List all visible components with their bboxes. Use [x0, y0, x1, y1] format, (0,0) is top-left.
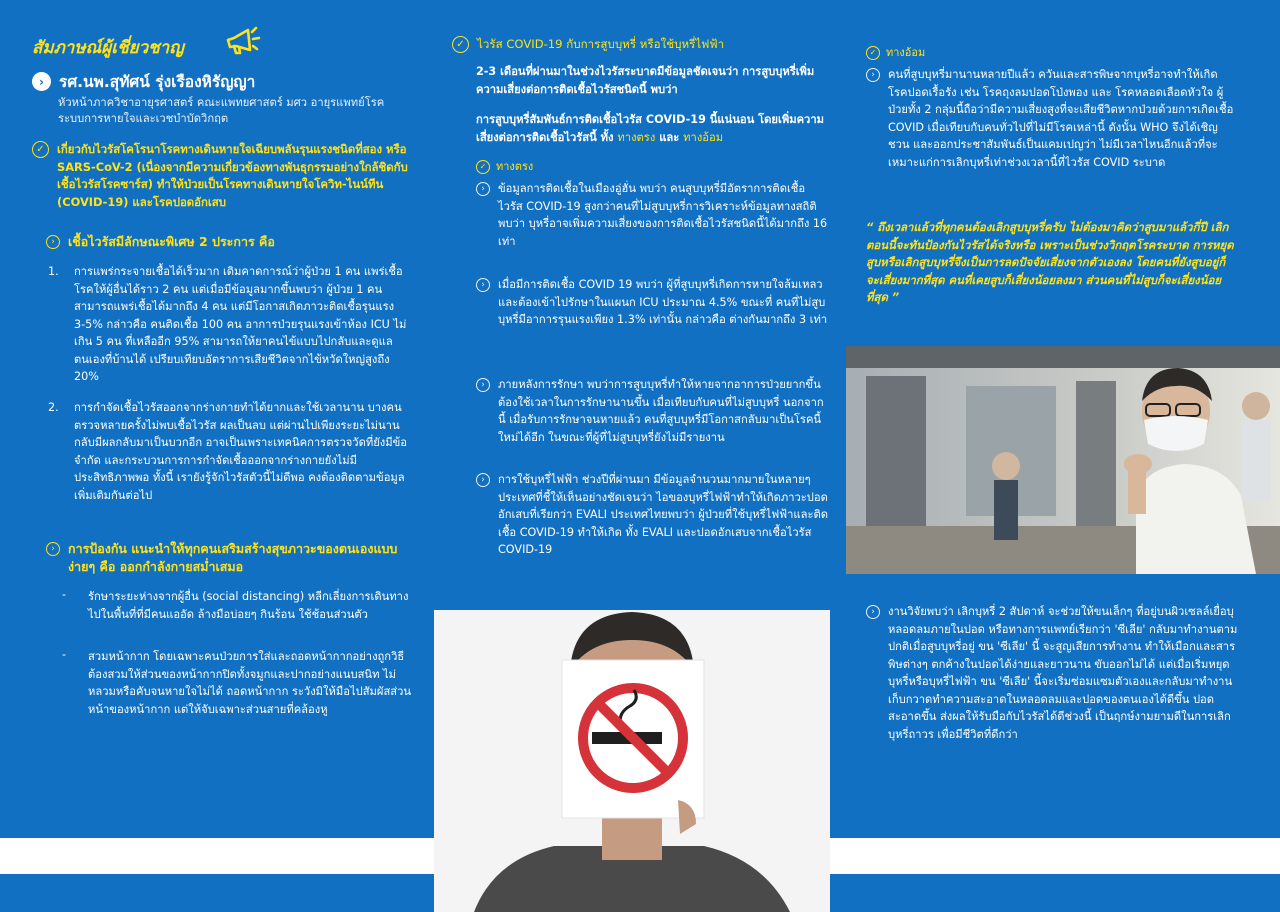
feature-number: 2.	[48, 401, 59, 414]
indirect-text: คนที่สูบบุหรี่มานานหลายปีแล้ว ควันและสารพิษจากบุหรี่อาจทำให้เกิดโรคปอดเรื้อรัง เช่น โรคถุงลมปอดโป่งพอง และ โรคหลอดเลือดหัวใจ ผู้ป่วยทั้ง 2 กลุ่มนี้ถือว่ามีความเสี่ยงสูงที่จะเสียชีวิตหากป่วยด้วยการเกิดเชื้อ COVID เมื่อเทียบกับคนทั่วไปที่ไม่มีโรคเหล่านี้ ดังนั้น WHO จึงได้เชิญชวน และออกประชาสัมพันธ์เป็นแคมเปญว่า ไม่มีเวลาไหนอีกแล้วที่จะเหมาะแก่การเลิกบุหรี่เท่าช่วงเวลานี้ที่ไวรัส COVID ระบาด	[888, 68, 1234, 169]
quote-text: “ ถึงเวลาแล้วที่ทุกคนต้องเลิกสูบบุหรี่ครับ ไม่ต้องมาคิดว่าสูบมาแล้วกี่ปี เลิกตอนนี้จะทันป้องกันไวรัสได้จริงหรือ เพราะเป็นช่วงวิกฤตโรคระบาด การหยุดสูบหรือเลิกสูบบุหรี่จึงเป็นการลดปัจจัยเสี่ยงจากตัวเองลง โดยคนที่ยังสูบอยู่ก็จะเสี่ยงมากที่สุด คนที่เคยสูบก็เสี่ยงน้อยลงมา ส่วนคนที่ไม่สูบก็จะเสี่ยงน้อยที่สุด ”	[866, 220, 1234, 304]
direct-item-text: ข้อมูลการติดเชื้อในเมืองอู่ฮั่น พบว่า คนสูบบุหรี่มีอัตราการติดเชื้อไวรัส COVID-19 สูงกว่าคนที่ไม่สูบบุหรี่การวิเคราะห์ข้อมูลทางสถิติ พบว่า บุหรี่อาจเพิ่มความเสี่ยงของการติดเชื้อไวรัสชนิดนี้ได้มากถึง 16 เท่า	[498, 182, 828, 248]
chevron-right-icon: ›	[476, 182, 490, 196]
indirect-item	[866, 66, 1236, 171]
direct-item-text: การใช้บุหรี่ไฟฟ้า ช่วงปีที่ผ่านมา มีข้อมูลจำนวนมากมายในหลายๆ ประเทศที่ชี้ให้เห็นอย่างชัดเจนว่า ไอของบุหรี่ไฟฟ้าทำให้เกิดภาวะปอดอักเสบที่เรียกว่า EVALI ประเทศไทยพบว่า ผู้ป่วยที่ใช้บุหรี่ไฟฟ้าและติดเชื้อ COVID-19 ทำให้เกิด ทั้ง EVALI และปอดอักเสบจากเชื้อไวรัส COVID-19	[498, 473, 828, 556]
indirect-keyword: ทางอ้อม	[683, 130, 724, 144]
col2-para1: 2-3 เดือนที่ผ่านมาในช่วงไวรัสระบาดมีข้อมูลชัดเจนว่า การสูบบุหรี่เพิ่มความเสี่ยงต่อการติดเชื้อไวรัสชนิดนี้ พบว่า	[476, 65, 815, 96]
col2-para2	[476, 111, 828, 146]
chevron-right-icon: ›	[866, 68, 880, 82]
direct-heading: ทางตรง	[496, 160, 534, 173]
chevron-right-icon: ›	[866, 605, 880, 619]
chevron-right-icon: ›	[476, 473, 490, 487]
direct-item-3	[476, 376, 828, 446]
expert-line	[32, 69, 255, 94]
no-smoking-image	[434, 610, 830, 912]
intro-block	[32, 141, 410, 211]
photo-masked-commuter	[846, 346, 1280, 574]
direct-item-1	[476, 180, 828, 250]
research-text: งานวิจัยพบว่า เลิกบุหรี่ 2 สัปดาห์ จะช่วยให้ขนเล็กๆ ที่อยู่บนผิวเซลล์เยื่อบุหลอดลมภายในปอด หรือทางการแพทย์เรียกว่า 'ซีเลีย' กลับมาทำงานตามปกติเมื่อสูบบุหรี่อยู่ ขน 'ซีเลีย' นี้ จะสูญเสียการทำงาน ทำให้เมือกและสารพิษต่างๆ ตกค้างในปอดได้ง่ายและยาวนาน ขับออกไม่ได้ แต่เมื่อเริ่มหยุดบุหรี่หรือบุหรี่ไฟฟ้า ขน 'ซีเลีย' นี้จะเริ่มซ่อมแซมตัวเองและกลับมาทำงานเก็บกวาดทำความสะอาดในหลอดลมและปอดของตนเองได้ดีขึ้น ปอดสะอาดขึ้น ส่งผลให้รับมือกับไวรัสได้ดีช่วงนี้ เป็นฤกษ์งามยามดีในการเลิกบุหรี่ถาวร เพื่อมีชีวิตที่ดีกว่า	[888, 605, 1238, 741]
chevron-right-icon: ›	[476, 278, 490, 292]
indirect-heading-block	[866, 44, 1066, 62]
chevron-right-icon: ›	[46, 542, 60, 556]
masked-commuter-image	[846, 346, 1280, 574]
col2-heading: ไวรัส COVID-19 กับการสูบบุหรี่ หรือใช้บุหรี่ไฟฟ้า	[477, 37, 725, 51]
check-circle-icon: ✓	[476, 160, 490, 174]
arrow-right-icon: ›	[32, 72, 51, 91]
feature-text: การกำจัดเชื้อไวรัสออกจากร่างกายทำได้ยากและใช้เวลานาน บางคนตรวจหลายครั้งไม่พบเชื้อไวรัส ผลเป็นลบ แต่ผ่านไปเพียงระยะไม่นานกลับมีผลกลับมาเป็นบวกอีก อาจเป็นเพราะเทคนิคการตรวจวัดที่ยังมีข้อจำกัด และกระบวนการการกำจัดเชื้อออกจากร่างกายยังไม่มีประสิทธิภาพพอ ทั้งนี้ เรายังรู้จักไวรัสตัวนี้ไม่ดีพอ คงต้องติดตามข้อมูลเพิ่มเติมกันต่อไป	[74, 401, 407, 502]
prevention-text: รักษาระยะห่างจากผู้อื่น (social distancing) หลีกเลี่ยงการเดินทางไปในพื้นที่ที่มีคนแออัด ล้างมือบ่อยๆ กินร้อน ใช้ช้อนส่วนตัว	[88, 590, 409, 621]
intro-text: เกี่ยวกับไวรัสโคโรนาโรคทางเดินหายใจเฉียบพลันรุนแรงชนิดที่สอง หรือ SARS-CoV-2 (เนื่องจากมีความเกี่ยวข้องทางพันธุกรรมอย่างใกล้ชิดกับเชื้อไวรัสโรคซาร์ส) ทำให้ป่วยเป็นโรคทางเดินหายใจโควิท-ไนน์ทีน (COVID-19) และโรคปอดอักเสบ	[57, 142, 408, 209]
direct-item-2	[476, 276, 828, 329]
feature-text: การแพร่กระจายเชื้อได้เร็วมาก เดิมคาดการณ์ว่าผู้ป่วย 1 คน แพร่เชื้อโรคให้ผู้อื่นได้ราว 2 คน แต่เมื่อมีข้อมูลมากขึ้นพบว่า ผู้ป่วย 1 คน สามารถแพร่เชื้อได้มากถึง 4 คน แต่มีโอกาสเกิดภาวะติดเชื้อรุนแรง 3-5% กล่าวคือ คนติดเชื้อ 100 คน อาการป่วยรุนแรงเข้าห้อง ICU ไม่เกิน 5 คน ที่เหลืออีก 95% สามารถให้ยาคนไข้แบบไปกลับและดูแลตนเองที่บ้านได้ เปรียบเทียบอัตราการเสียชีวิตจากไข้หวัดใหญ่สูงถึง 20%	[74, 265, 407, 383]
prevention-heading: การป้องกัน แนะนำให้ทุกคนเสริมสร้างสุขภาวะของตนเองแบบง่ายๆ คือ ออกกำลังกายสม่ำเสมอ	[68, 541, 398, 574]
check-circle-icon: ✓	[866, 46, 880, 60]
prevention-item-2	[62, 648, 418, 718]
check-circle-icon: ✓	[452, 36, 469, 53]
check-circle-icon: ✓	[32, 141, 49, 158]
indirect-heading: ทางอ้อม	[886, 46, 926, 59]
dash-bullet: -	[62, 588, 67, 601]
feature-item-1	[48, 263, 408, 386]
prevention-text: สวมหน้ากาก โดยเฉพาะคนป่วยการใส่และถอดหน้ากากอย่างถูกวิธีต้องสวมให้ส่วนของหน้ากากปิดทั้งจมูกและปากอย่างแนบสนิท ไม่หลวมหรือคับจนหายใจไม่ได้ ถอดหน้ากาก ระวังมิให้มือไปสัมผัสส่วนหน้าของหน้ากาก แต่ให้จับเฉพาะส่วนสายที่คล้องหู	[88, 650, 412, 716]
research-item	[866, 603, 1238, 743]
direct-item-4	[476, 471, 828, 559]
prevention-item-1	[62, 588, 418, 623]
dash-bullet: -	[62, 648, 67, 661]
feature-number: 1.	[48, 265, 59, 278]
chevron-right-icon: ›	[46, 235, 60, 249]
direct-item-text: ภายหลังการรักษา พบว่าการสูบบุหรี่ทำให้หายจากอาการป่วยยากขึ้น ต้องใช้เวลาในการรักษานานขึ้น เมื่อเทียบกับคนที่ไม่สูบบุหรี่ นอกจากนี้ เมื่อรับการรักษาจนหายแล้ว คนที่สูบบุหรี่มีโอกาสกลับมาเป็นโรคนี้ใหม่ได้อีก ในขณะที่ผู้ที่ไม่สูบบุหรี่ยังไม่มีรายงาน	[498, 378, 824, 444]
megaphone-icon	[222, 22, 262, 58]
prevention-heading-block	[46, 540, 416, 576]
section-title: สัมภาษณ์ผู้เชี่ยวชาญ	[32, 38, 184, 58]
direct-heading-block	[476, 158, 676, 176]
feature-item-2	[48, 399, 408, 504]
direct-item-text: เมื่อมีการติดเชื้อ COVID 19 พบว่า ผู้ที่สูบบุหรี่เกิดการหายใจล้มเหลวและต้องเข้าไปรักษาในแผนก ICU ประมาณ 4.5% ขณะที่ คนที่ไม่สูบบุหรี่มีอาการรุนแรงเพียง 1.3% เท่านั้น กล่าวคือ ต่างกันมากถึง 3 เท่า	[498, 278, 828, 326]
features-heading: เชื้อไวรัสมีลักษณะพิเศษ 2 ประการ คือ	[68, 234, 275, 249]
and-word: และ	[659, 130, 680, 144]
expert-role: หัวหน้าภาควิชาอายุรศาสตร์ คณะแพทยศาสตร์ มศว อายุรแพทย์โรคระบบการหายใจและเวชบำบัดวิกฤต	[58, 96, 385, 125]
col2-para2-text: การสูบบุหรี่สัมพันธ์การติดเชื้อไวรัส COVID-19 นี้แน่นอน โดยเพิ่มความเสี่ยงต่อการติดเชื้อไวรัสนี้ ทั้ง	[476, 113, 824, 144]
col2-heading-block	[452, 36, 832, 54]
features-heading-block	[46, 233, 406, 251]
direct-keyword: ทางตรง	[617, 130, 656, 144]
chevron-right-icon: ›	[476, 378, 490, 392]
expert-name: รศ.นพ.สุทัศน์ รุ่งเรืองหิรัญญา	[59, 73, 256, 91]
photo-no-smoking	[434, 610, 830, 912]
